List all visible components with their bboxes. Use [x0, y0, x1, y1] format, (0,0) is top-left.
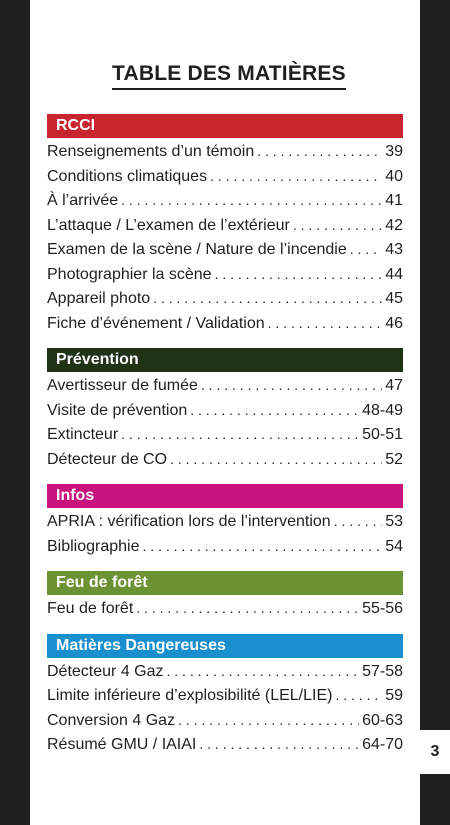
toc-entry[interactable]: [47, 509, 403, 534]
dot-leader: [178, 708, 359, 733]
page-title: TABLE DES MATIÈRES: [112, 62, 346, 90]
toc-entry-page: 53: [385, 513, 403, 530]
dot-leader: [334, 509, 383, 534]
toc-entry[interactable]: [47, 286, 403, 311]
toc-entry-page: 41: [385, 192, 403, 209]
dot-leader: [121, 188, 382, 213]
toc-entry-page: 52: [385, 450, 403, 468]
toc-entry[interactable]: [47, 659, 403, 684]
dot-leader: [190, 398, 359, 423]
toc-entry[interactable]: [47, 262, 403, 287]
toc-entry[interactable]: [47, 311, 403, 336]
toc-entry-page: 64-70: [362, 736, 403, 753]
toc-entry[interactable]: [47, 213, 403, 238]
right-margin-bar-bottom: [420, 774, 450, 825]
section-header: Prévention: [47, 348, 403, 372]
toc-section: [47, 114, 403, 335]
left-margin-bar: [0, 0, 30, 825]
toc-entry[interactable]: [47, 534, 403, 559]
table-of-contents: [47, 114, 403, 770]
toc-entry[interactable]: [47, 398, 403, 423]
right-margin-bar: [420, 0, 450, 730]
dot-leader: [215, 262, 383, 287]
toc-entry[interactable]: [47, 139, 403, 164]
dot-leader: [201, 373, 382, 398]
dot-leader: [335, 683, 382, 708]
toc-entry-page: 57-58: [362, 662, 403, 680]
toc-entry-label: Détecteur de CO: [47, 450, 168, 468]
toc-entry-page: 46: [385, 314, 403, 332]
toc-entry-label: Examen de la scène / Nature de l’incendie: [47, 241, 347, 258]
toc-entry-page: 42: [385, 216, 403, 234]
dot-leader: [268, 311, 383, 336]
toc-entry-label: Extincteur: [47, 426, 119, 443]
toc-entry[interactable]: [47, 447, 403, 472]
toc-entry-label: Avertisseur de fumée: [47, 377, 198, 394]
toc-entry-page: 54: [385, 537, 403, 555]
toc-entry-label: Limite inférieure d’explosibilité (LEL/LIE): [47, 687, 333, 704]
toc-entry-page: 50-51: [362, 426, 403, 443]
toc-entry-page: 59: [385, 687, 403, 704]
toc-entry-label: Visite de prévention: [47, 401, 188, 419]
toc-section: [47, 571, 403, 621]
toc-entry-label: APRIA : vérification lors de l’intervention: [47, 513, 331, 530]
dot-leader: [153, 286, 382, 311]
toc-entry-label: Feu de forêt: [47, 600, 134, 617]
toc-entry-label: Détecteur 4 Gaz: [47, 662, 164, 680]
toc-entry[interactable]: [47, 708, 403, 733]
toc-entry-page: 55-56: [362, 600, 403, 617]
toc-entry-label: Fiche d’événement / Validation: [47, 314, 265, 332]
dot-leader: [170, 447, 382, 472]
section-header: Feu de forêt: [47, 571, 403, 595]
toc-entry-page: 43: [385, 241, 403, 258]
toc-entry-label: Appareil photo: [47, 290, 151, 307]
toc-entry[interactable]: [47, 422, 403, 447]
page-number-tab: 3: [420, 730, 450, 774]
dot-leader: [136, 596, 359, 621]
toc-entry-label: Conversion 4 Gaz: [47, 711, 176, 729]
toc-entry-page: 47: [385, 377, 403, 394]
toc-entry-label: Photographier la scène: [47, 265, 212, 283]
toc-entry[interactable]: [47, 164, 403, 189]
toc-entry[interactable]: [47, 373, 403, 398]
dot-leader: [167, 659, 360, 684]
toc-entry-label: L’attaque / L’examen de l’extérieur: [47, 216, 290, 234]
toc-entry-page: 48-49: [362, 401, 403, 419]
toc-entry-label: Bibliographie: [47, 537, 140, 555]
dot-leader: [293, 213, 382, 238]
section-header: Infos: [47, 484, 403, 508]
toc-entry[interactable]: [47, 683, 403, 708]
toc-entry[interactable]: [47, 237, 403, 262]
toc-section: [47, 634, 403, 757]
toc-entry-page: 60-63: [362, 711, 403, 729]
dot-leader: [210, 164, 382, 189]
toc-section: [47, 484, 403, 558]
toc-entry-label: À l’arrivée: [47, 192, 119, 209]
toc-entry-label: Conditions climatiques: [47, 167, 208, 185]
section-header: RCCI: [47, 114, 403, 138]
dot-leader: [350, 237, 382, 262]
dot-leader: [121, 422, 359, 447]
toc-entry-page: 39: [385, 143, 403, 160]
dot-leader: [143, 534, 383, 559]
toc-entry-label: Résumé GMU / IAIAI: [47, 736, 197, 753]
toc-entry[interactable]: [47, 596, 403, 621]
toc-entry-page: 44: [385, 265, 403, 283]
dot-leader: [257, 139, 382, 164]
toc-section: [47, 348, 403, 471]
toc-entry[interactable]: [47, 732, 403, 757]
section-header: Matières Dangereuses: [47, 634, 403, 658]
toc-entry-page: 40: [385, 167, 403, 185]
toc-entry-page: 45: [385, 290, 403, 307]
dot-leader: [199, 732, 359, 757]
toc-entry[interactable]: [47, 188, 403, 213]
toc-entry-label: Renseignements d’un témoin: [47, 143, 255, 160]
